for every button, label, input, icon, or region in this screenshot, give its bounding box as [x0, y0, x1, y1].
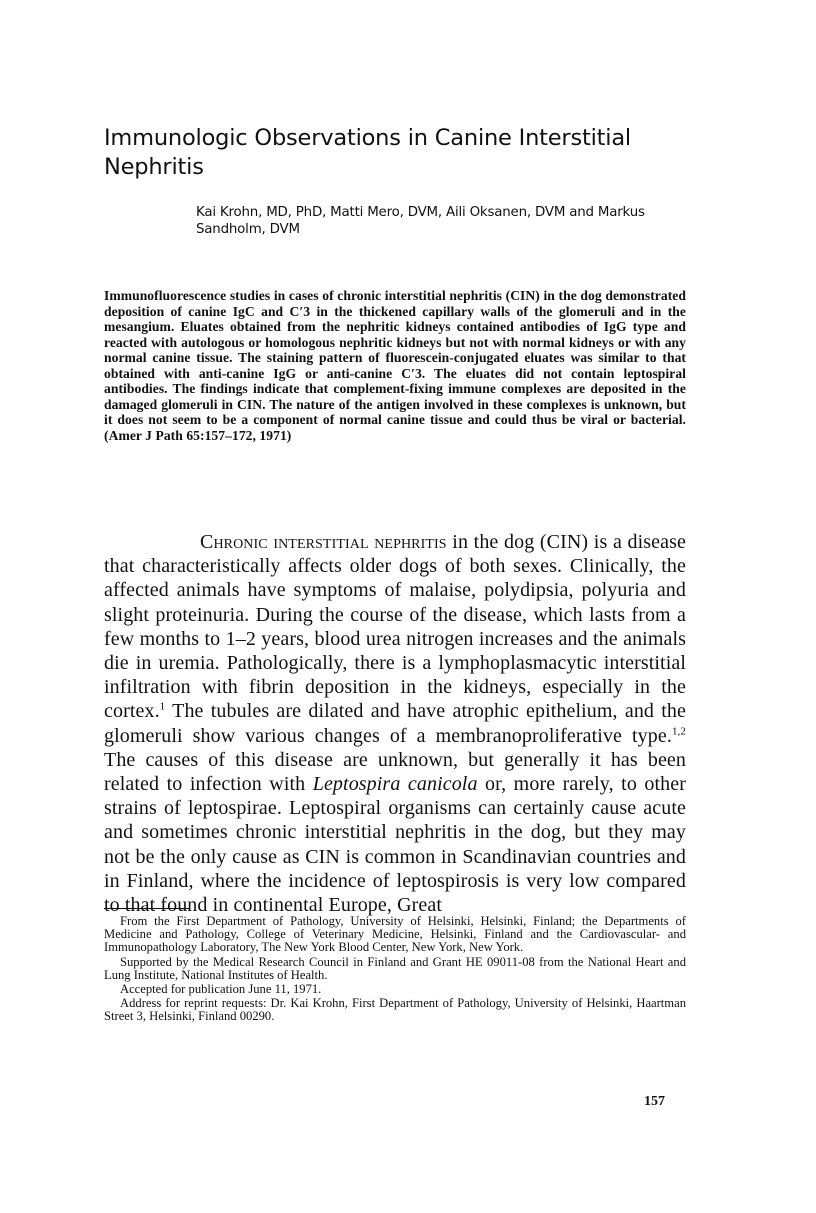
lead-in-smallcaps: Chronic interstitial nephritis [200, 531, 447, 553]
reference-marker-1[interactable]: 1 [159, 700, 166, 713]
author-list: Kai Krohn, MD, PhD, Matti Mero, DVM, Aili Oksanen, DVM and Markus Sandholm, DVM [196, 205, 645, 237]
body-segment-1: in the dog (CIN) is a disease that characteristically affects older dogs of both sexes. Clinically, the affected animals have symptoms of malaise, polydipsia, polyuria and slight proteinuria. During the course of the disease, which lasts from a few months to 1–2 years, blood urea nitrogen increases and the animals die in uremia. Pathologically, there is a lymphoplasmacytic interstitial infiltration with fibrin deposition in the kidneys, especially in the cortex. [104, 531, 686, 723]
abstract: Immunofluorescence studies in cases of chronic interstitial nephritis (CIN) in the dog demonstrated deposition of canine IgC and C′3 in the thickened capillary walls of the glomeruli and in the mesangium. Eluates obtained from the nephritic kidneys contained antibodies of IgG type and reacted with autologous or homologous nephritic kidneys but not with normal kidneys or with any normal canine tissue. The staining pattern of fluorescein-conjugated eluates was similar to that obtained with anti-canine IgG or anti-canine C′3. The eluates did not contain leptospiral antibodies. The findings indicate that complement-fixing immune complexes are deposited in the damaged glomeruli in CIN. The nature of the antigen involved in these complexes is unknown, but it does not seem to be a component of normal canine tissue and could thus be viral or bacterial. (Amer J Path 65:157–172, 1971) [104, 288, 686, 443]
footnotes [104, 915, 686, 1025]
body-segment-3: The causes of this disease are unknown, but generally it has been related to infection with [104, 748, 686, 796]
organism-name: Leptospira canicola [312, 773, 478, 796]
footnote-affiliation: From the First Department of Pathology, University of Helsinki, Helsinki, Finland; the Departments of Medicine and Pathology, College of Veterinary Medicine, Helsinki, Finland and the Cardiovascular- and Immunopathology Laboratory, The New York Blood Center, New York, New York. [104, 914, 686, 955]
body-segment-4: or, more rarely, to other strains of leptospirae. Leptospiral organisms can certainly cause acute and sometimes chronic interstitial nephritis in the dog, but they may not be the only cause as CIN is common in Scandinavian countries and in Finland, where the incidence of leptospirosis is very low compared to that found in continental Europe, Great [104, 773, 686, 917]
footnote-reprints: Address for reprint requests: Dr. Kai Krohn, First Department of Pathology, University of Helsinki, Haartman Street 3, Helsinki, Finland 00290. [104, 996, 686, 1024]
footnote-support: Supported by the Medical Research Council in Finland and Grant HE 09011-08 from the National Heart and Lung Institute, National Institutes of Health. [104, 954, 686, 982]
footnote-accepted: Accepted for publication June 11, 1971. [120, 982, 322, 997]
page-number: 157 [644, 1094, 665, 1109]
body-segment-2: The tubules are dilated and have atrophic epithelium, and the glomeruli show various changes of a membranoproliferative type. [104, 700, 686, 747]
footnote-divider [104, 908, 190, 909]
reference-marker-2[interactable]: 1,2 [671, 724, 686, 737]
body-paragraph [104, 530, 686, 917]
article-title: Immunologic Observations in Canine Interstitial Nephritis [104, 125, 631, 180]
